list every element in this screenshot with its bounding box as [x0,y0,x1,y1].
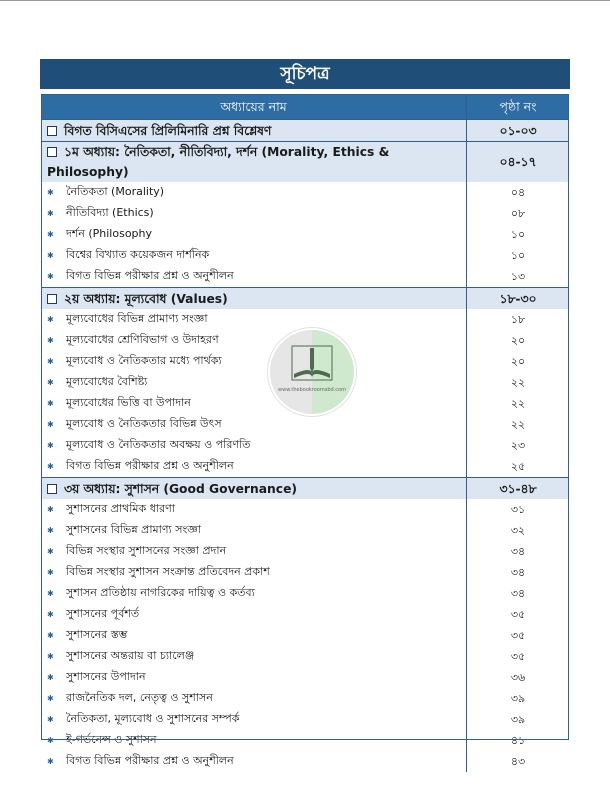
topic-row [41,414,569,435]
bullet-star-icon: ✱ [47,715,54,724]
bullet-star-icon: ✱ [47,757,54,766]
chapter-title-cell [41,478,467,500]
topic-title-cell [41,646,467,667]
chapter-title-cell [41,142,467,183]
topic-title: সুশাসনের প্রাথমিক ধারণা [66,502,175,515]
bullet-star-icon: ✱ [47,230,54,239]
topic-row [41,309,569,330]
topic-title: বিভিন্ন সংস্থার সুশাসনের সংজ্ঞা প্রদান [66,544,227,557]
page-number: ০১-০৩ [467,120,570,142]
topic-row [41,709,569,730]
page-number: ২৩ [467,435,570,456]
bullet-star-icon: ✱ [47,399,54,408]
topic-title-cell [41,414,467,435]
topic-row [41,562,569,583]
page-number: ২২ [467,372,570,393]
bullet-star-icon: ✱ [47,673,54,682]
topic-row [41,435,569,456]
topic-title: মূল্যবোধের শ্রেণিবিভাগ ও উদাহরণ [66,333,219,346]
page-number: ৩৬ [467,667,570,688]
page-number: ৩২ [467,520,570,541]
chapter-row [41,120,569,142]
topic-title-cell [41,667,467,688]
topic-row [41,688,569,709]
page-number: ২২ [467,393,570,414]
page-number: ১০ [467,245,570,266]
page-title: সূচিপত্র [40,59,570,89]
page-number: ০৪-১৭ [467,142,570,183]
bullet-star-icon: ✱ [47,272,54,281]
topic-title: বিশ্বের বিখ্যাত কয়েকজন দার্শনিক [66,248,210,261]
chapter-title: ২য় অধ্যায়: মূল্যবোধ (Values) [64,291,228,306]
chapter-name-header: অধ্যায়ের নাম [41,94,467,120]
chapter-row [41,288,569,310]
top-rule [0,0,610,1]
page-number: ১৮-৩০ [467,288,570,310]
page-number: ৩৯ [467,709,570,730]
checkbox-icon [47,294,57,304]
page-number: ৩৫ [467,625,570,646]
topic-title-cell [41,456,467,478]
topic-title-cell [41,562,467,583]
bullet-star-icon: ✱ [47,251,54,260]
bullet-star-icon: ✱ [47,547,54,556]
page-number: ৪১ [467,730,570,751]
page-number: ১৮ [467,309,570,330]
topic-title: মূল্যবোধের ভিত্তি বা উপাদান [66,396,191,409]
topic-title-cell [41,372,467,393]
topic-title-cell [41,709,467,730]
topic-title-cell [41,266,467,288]
topic-title: সুশাসনের স্তম্ভ [66,628,128,641]
bullet-star-icon: ✱ [47,462,54,471]
page-number: ০৪ [467,182,570,203]
topic-row [41,182,569,203]
topic-title: বিগত বিভিন্ন পরীক্ষার প্রশ্ন ও অনুশীলন [66,269,234,282]
topic-title-cell [41,604,467,625]
topic-title-cell [41,541,467,562]
topic-row [41,203,569,224]
topic-row [41,541,569,562]
topic-title: মূল্যবোধ ও নৈতিকতার মধ্যে পার্থক্য [66,354,222,367]
page-number: ৩৯ [467,688,570,709]
topic-row [41,730,569,751]
topic-row [41,245,569,266]
topic-title: সুশাসনের বিভিন্ন প্রামাণ্য সংজ্ঞা [66,523,201,536]
bullet-star-icon: ✱ [47,631,54,640]
page-number: ০৮ [467,203,570,224]
topic-title-cell [41,625,467,646]
topic-title: নৈতিকতা, মূল্যবোধ ও সুশাসনের সম্পর্ক [66,712,240,725]
page-number: ২০ [467,330,570,351]
topic-title-cell [41,203,467,224]
topic-title-cell [41,330,467,351]
chapter-row [41,142,569,183]
bullet-star-icon: ✱ [47,568,54,577]
page-number: ২২ [467,414,570,435]
page-number-header: পৃষ্ঠা নং [467,94,570,120]
topic-title: মূল্যবোধ ও নৈতিকতার অবক্ষয় ও পরিণতি [66,438,251,451]
watermark-logo [268,328,356,416]
topic-title-cell [41,730,467,751]
checkbox-icon [47,147,57,157]
topic-title: সুশাসন প্রতিষ্ঠায় নাগরিকের দায়িত্ব ও কর্তব্য [66,586,255,599]
topic-title: বিগত বিভিন্ন পরীক্ষার প্রশ্ন ও অনুশীলন [66,459,234,472]
bullet-star-icon: ✱ [47,378,54,387]
topic-title: সুশাসনের অন্তরায় বা চ্যালেঞ্জ [66,649,195,662]
page-number: ৩৫ [467,604,570,625]
topic-row [41,646,569,667]
topic-row [41,456,569,478]
chapter-title: ১ম অধ্যায়: নৈতিকতা, নীতিবিদ্যা, দর্শন (Morality, Ethics & Philosophy) [47,145,390,179]
page-number: ৩৪ [467,562,570,583]
page-number: ৩১ [467,499,570,520]
topic-row [41,667,569,688]
bullet-star-icon: ✱ [47,188,54,197]
topic-title: সুশাসনের উপাদান [66,670,146,683]
topic-title-cell [41,435,467,456]
bullet-star-icon: ✱ [47,736,54,745]
topic-title: বিগত বিভিন্ন পরীক্ষার প্রশ্ন ও অনুশীলন [66,754,234,767]
topic-title-cell [41,499,467,520]
topic-title: সুশাসনের পূর্বশর্ত [66,607,140,620]
page-number: ৩৫ [467,646,570,667]
bullet-star-icon: ✱ [47,209,54,218]
book-pen-icon [290,344,334,384]
topic-title: বিভিন্ন সংস্থার সুশাসন সংক্রান্ত প্রতিবেদন প্রকাশ [66,565,270,578]
topic-row [41,625,569,646]
page-number: ১৩ [467,266,570,288]
toc-header-row [41,94,569,120]
topic-row [41,224,569,245]
bullet-star-icon: ✱ [47,357,54,366]
topic-title: দর্শন (Philosophy [66,227,153,240]
topic-row [41,583,569,604]
topic-row [41,266,569,288]
topic-row [41,520,569,541]
topic-title-cell [41,688,467,709]
page-number: ২৫ [467,456,570,478]
topic-title-cell [41,751,467,772]
bullet-star-icon: ✱ [47,589,54,598]
page-number: ৩১-৪৮ [467,478,570,500]
page-number: ২০ [467,351,570,372]
bullet-star-icon: ✱ [47,336,54,345]
bullet-star-icon: ✱ [47,505,54,514]
toc-table [41,94,569,772]
topic-title-cell [41,351,467,372]
topic-title-cell [41,182,467,203]
topic-title: নীতিবিদ্যা (Ethics) [66,206,154,219]
bullet-star-icon: ✱ [47,610,54,619]
topic-title: নৈতিকতা (Morality) [66,185,165,198]
topic-title-cell [41,393,467,414]
topic-title-cell [41,583,467,604]
topic-row [41,751,569,772]
bullet-star-icon: ✱ [47,652,54,661]
chapter-title-cell [41,288,467,310]
bullet-star-icon: ✱ [47,694,54,703]
page-number: ৩৪ [467,541,570,562]
page-number: ৩৪ [467,583,570,604]
page-number: ১০ [467,224,570,245]
chapter-title: বিগত বিসিএসের প্রিলিমিনারি প্রশ্ন বিশ্লেষণ [64,123,272,138]
checkbox-icon [47,126,57,136]
topic-title-cell [41,245,467,266]
topic-row [41,499,569,520]
chapter-title-cell [41,120,467,142]
topic-title: মূল্যবোধ ও নৈতিকতার বিভিন্ন উৎস [66,417,222,430]
topic-title: রাজনৈতিক দল, নেতৃত্ব ও সুশাসন [66,691,213,704]
topic-title: মূল্যবোধের বৈশিষ্ট্য [66,375,148,388]
chapter-row [41,478,569,500]
page-number: ৪৩ [467,751,570,772]
topic-title-cell [41,224,467,245]
bullet-star-icon: ✱ [47,315,54,324]
checkbox-icon [47,484,57,494]
topic-title: মূল্যবোধের বিভিন্ন প্রামাণ্য সংজ্ঞা [66,312,208,325]
topic-title: ই-গর্ভনেন্স ও সুশাসন [66,733,157,746]
bullet-star-icon: ✱ [47,420,54,429]
topic-title-cell [41,520,467,541]
bullet-star-icon: ✱ [47,441,54,450]
topic-row [41,604,569,625]
bullet-star-icon: ✱ [47,526,54,535]
topic-title-cell [41,309,467,330]
chapter-title: ৩য় অধ্যায়: সুশাসন (Good Governance) [64,481,298,496]
watermark-url: www.thebookroomsbd.com [278,387,346,393]
